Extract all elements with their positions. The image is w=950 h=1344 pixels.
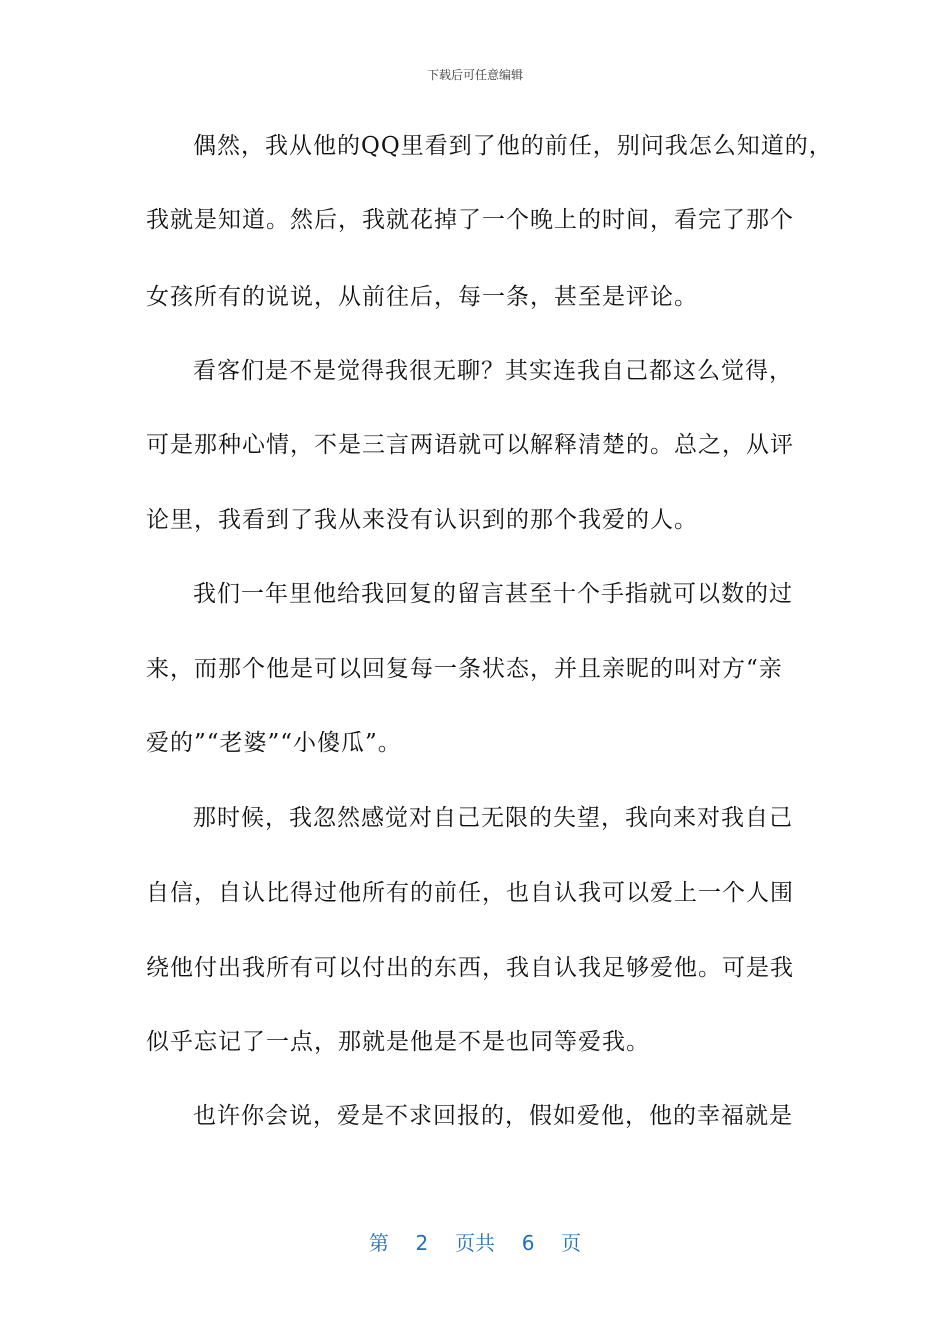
text-line: 爱的”“老婆”“小傻瓜”。 [146, 730, 402, 756]
text-line: 自信，自认比得过他所有的前任，也自认我可以爱上一个人围 [146, 880, 794, 906]
current-page-number: 2 [415, 1231, 429, 1255]
footer-prefix: 第 [368, 1231, 389, 1255]
total-pages-number: 6 [521, 1231, 535, 1255]
text-line: 我们一年里他给我回复的留言甚至十个手指就可以数的过 [193, 581, 793, 607]
text-line: 可是那种心情，不是三言两语就可以解释清楚的。总之，从评 [146, 432, 794, 458]
text-line: 看客们是不是觉得我很无聊？其实连我自己都这么觉得， [193, 358, 793, 384]
text-line: 绕他付出我所有可以付出的东西，我自认我足够爱他。可是我 [146, 955, 794, 981]
text-line: 女孩所有的说说，从前往后，每一条，甚至是评论。 [146, 284, 698, 310]
page-footer [0, 1227, 950, 1256]
text-line: 论里，我看到了我从来没有认识到的那个我爱的人。 [146, 507, 698, 533]
text-line: 也许你会说，爱是不求回报的，假如爱他，他的幸福就是 [193, 1103, 793, 1129]
footer-middle: 页共 [455, 1231, 495, 1255]
text-line: 那时候，我忽然感觉对自己无限的失望，我向来对我自己 [193, 805, 793, 831]
text-line: 似乎忘记了一点，那就是他是不是也同等爱我。 [146, 1029, 650, 1055]
text-line: 来，而那个他是可以回复每一条状态，并且亲昵的叫对方“亲 [146, 656, 783, 682]
text-line: 我就是知道。然后，我就花掉了一个晚上的时间，看完了那个 [146, 207, 794, 233]
text-line: 偶然，我从他的QQ里看到了他的前任，别问我怎么知道的， [193, 133, 833, 159]
footer-suffix: 页 [561, 1231, 582, 1255]
page-header: 下载后可任意编辑 [426, 68, 523, 82]
